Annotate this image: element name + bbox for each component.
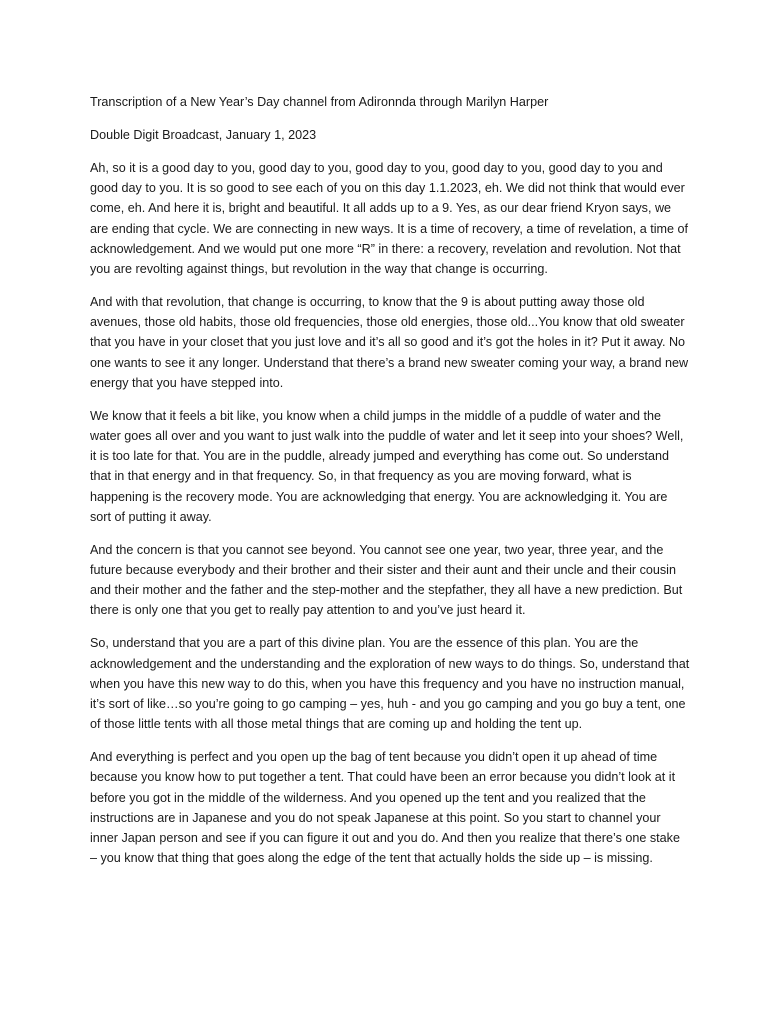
paragraph-5: So, understand that you are a part of this divine plan. You are the essence of this plan. You are the acknowledgement and the understanding and the exploration of new ways to do things. So, understand that when you have this new way to do this, when you have this frequency and you have no instruction manual, it’s sort of like…so you’re going to go camping – yes, huh - and you go camping and you go buy a tent, one of those little tents with all those metal things that are coming up and holding the tent up. <box>90 636 690 732</box>
paragraph-4: And the concern is that you cannot see beyond. You cannot see one year, two year, three year, and the future because everybody and their brother and their sister and their aunt and their uncle and their cousin and their mother and the father and the step-mother and the stepfather, they all have a new prediction. But there is only one that you get to really pay attention to and you’ve just heard it. <box>90 542 683 618</box>
paragraph-2: And with that revolution, that change is occurring, to know that the 9 is about putting away those old avenues, those old habits, those old frequencies, those old energies, those old...You know that old sweater that you have in your closet that you just love and it’s all so good and it’s got the holes in it? Put it away. No one wants to see it any longer. Understand that there’s a brand new sweater coming your way, a brand new energy that you have stepped into. <box>90 295 689 390</box>
paragraph-1: Ah, so it is a good day to you, good day to you, good day to you, good day to you, good day to you and good day to you. It is so good to see each of you on this day 1.1.2023, eh. We did not think that would ever come, eh. And here it is, bright and beautiful. It all adds up to a 9. Yes, as our dear friend Kryon says, we are ending that cycle. We are connecting in new ways. It is a time of recovery, a time of revelation, a time of acknowledgement. And we would put one more “R” in there: a recovery, revelation and revolution. Not that you are revolting against things, but revolution in the way that change is occurring. <box>90 161 689 277</box>
broadcast-date: Double Digit Broadcast, January 1, 2023 <box>90 128 317 142</box>
paragraph-3: We know that it feels a bit like, you know when a child jumps in the middle of a puddle of water and the water goes all over and you want to just walk into the puddle of water and let it seep into your shoes? Well, it is too late for that. You are in the puddle, already jumped and everything has come out. So understand that in that energy and in that frequency. So, in that frequency as you are moving forward, what is happening is the recovery mode. You are acknowledging that energy. You are acknowledging it. You are sort of putting it away. <box>90 408 684 524</box>
document-title: Transcription of a New Year’s Day channel from Adironnda through Marilyn Harper <box>90 95 549 109</box>
paragraph-6: And everything is perfect and you open up the bag of tent because you didn’t open it up ahead of time because you know how to put together a tent. That could have been an error because you didn’t look at it before you got in the middle of the wilderness. And you opened up the tent and you realized that the instructions are in Japanese and you do not speak Japanese at this point. So you start to channel your inner Japan person and see if you can figure it out and you do. And then you realize that there’s one stake – you know that thing that goes along the edge of the tent that actually holds the side up – is missing. <box>90 750 680 866</box>
document-page <box>90 92 690 881</box>
